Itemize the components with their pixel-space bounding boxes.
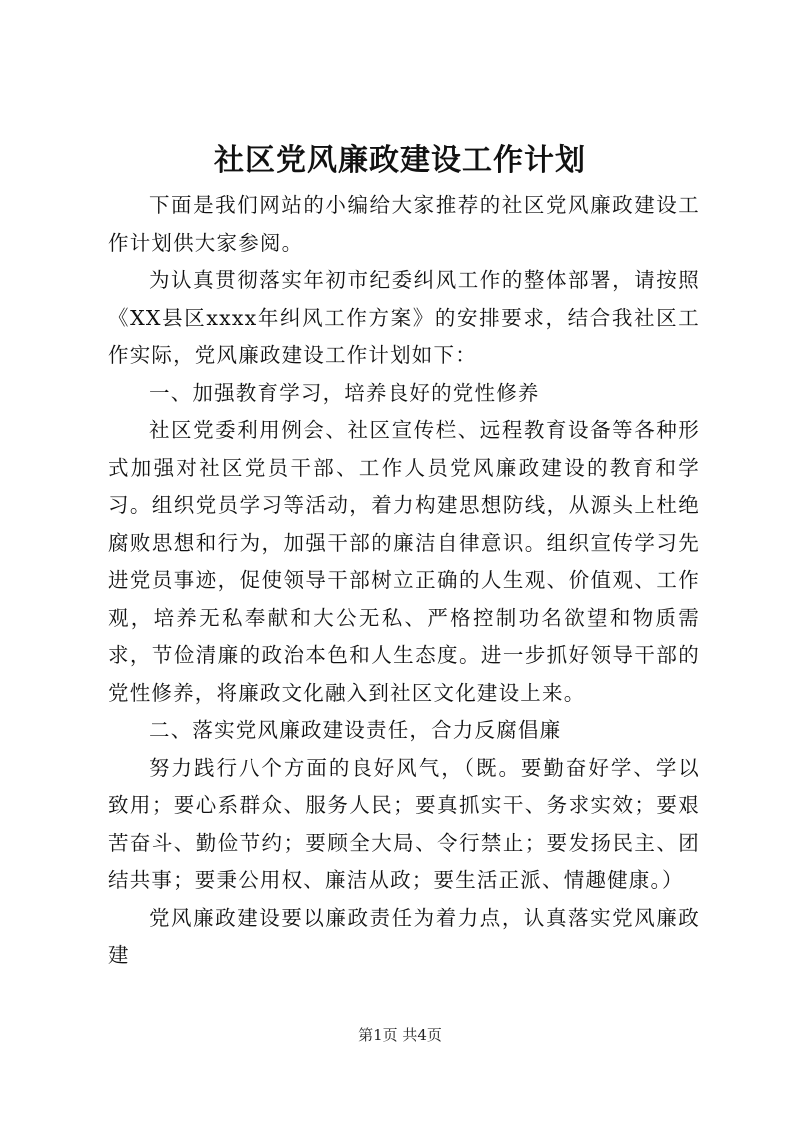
paragraph-deployment: 为认真贯彻落实年初市纪委纠风工作的整体部署，请按照《XX县区xxxx年纠风工作方案》的安排要求，结合我社区工作实际，党风廉政建设工作计划如下： (108, 268, 700, 367)
paragraph-responsibility: 党风廉政建设要以廉政责任为着力点，认真落实党风廉政建 (108, 905, 700, 967)
document-body (108, 187, 700, 975)
section-heading-2: 二、落实党风廉政建设责任，合力反腐倡廉 (149, 718, 562, 742)
document-title: 社区党风廉政建设工作计划 (214, 143, 586, 178)
paragraph-good-conduct: 努力践行八个方面的良好风气，（既。要勤奋好学、学以致用；要心系群众、服务人民；要真抓实干、务求实效；要艰苦奋斗、勤俭节约；要顾全大局、令行禁止；要发扬民主、团结共事；要秉公用权、廉洁从政；要生活正派、情趣健康。） (108, 755, 700, 892)
page-number-footer: 第1页 共4页 (358, 1026, 442, 1044)
paragraph-education: 社区党委利用例会、社区宣传栏、远程教育设备等各种形式加强对社区党员干部、工作人员党风廉政建设的教育和学习。组织党员学习等活动，着力构建思想防线，从源头上杜绝腐败思想和行为，加强干部的廉洁自律意识。组织宣传学习先进党员事迹，促使领导干部树立正确的人生观、价值观、工作观，培养无私奉献和大公无私、严格控制功名欲望和物质需求，节俭清廉的政治本色和人生态度。进一步抓好领导干部的党性修养，将廉政文化融入到社区文化建设上来。 (108, 418, 700, 705)
paragraph-intro: 下面是我们网站的小编给大家推荐的社区党风廉政建设工作计划供大家参阅。 (108, 193, 700, 255)
section-heading-1: 一、加强教育学习，培养良好的党性修养 (149, 380, 540, 405)
